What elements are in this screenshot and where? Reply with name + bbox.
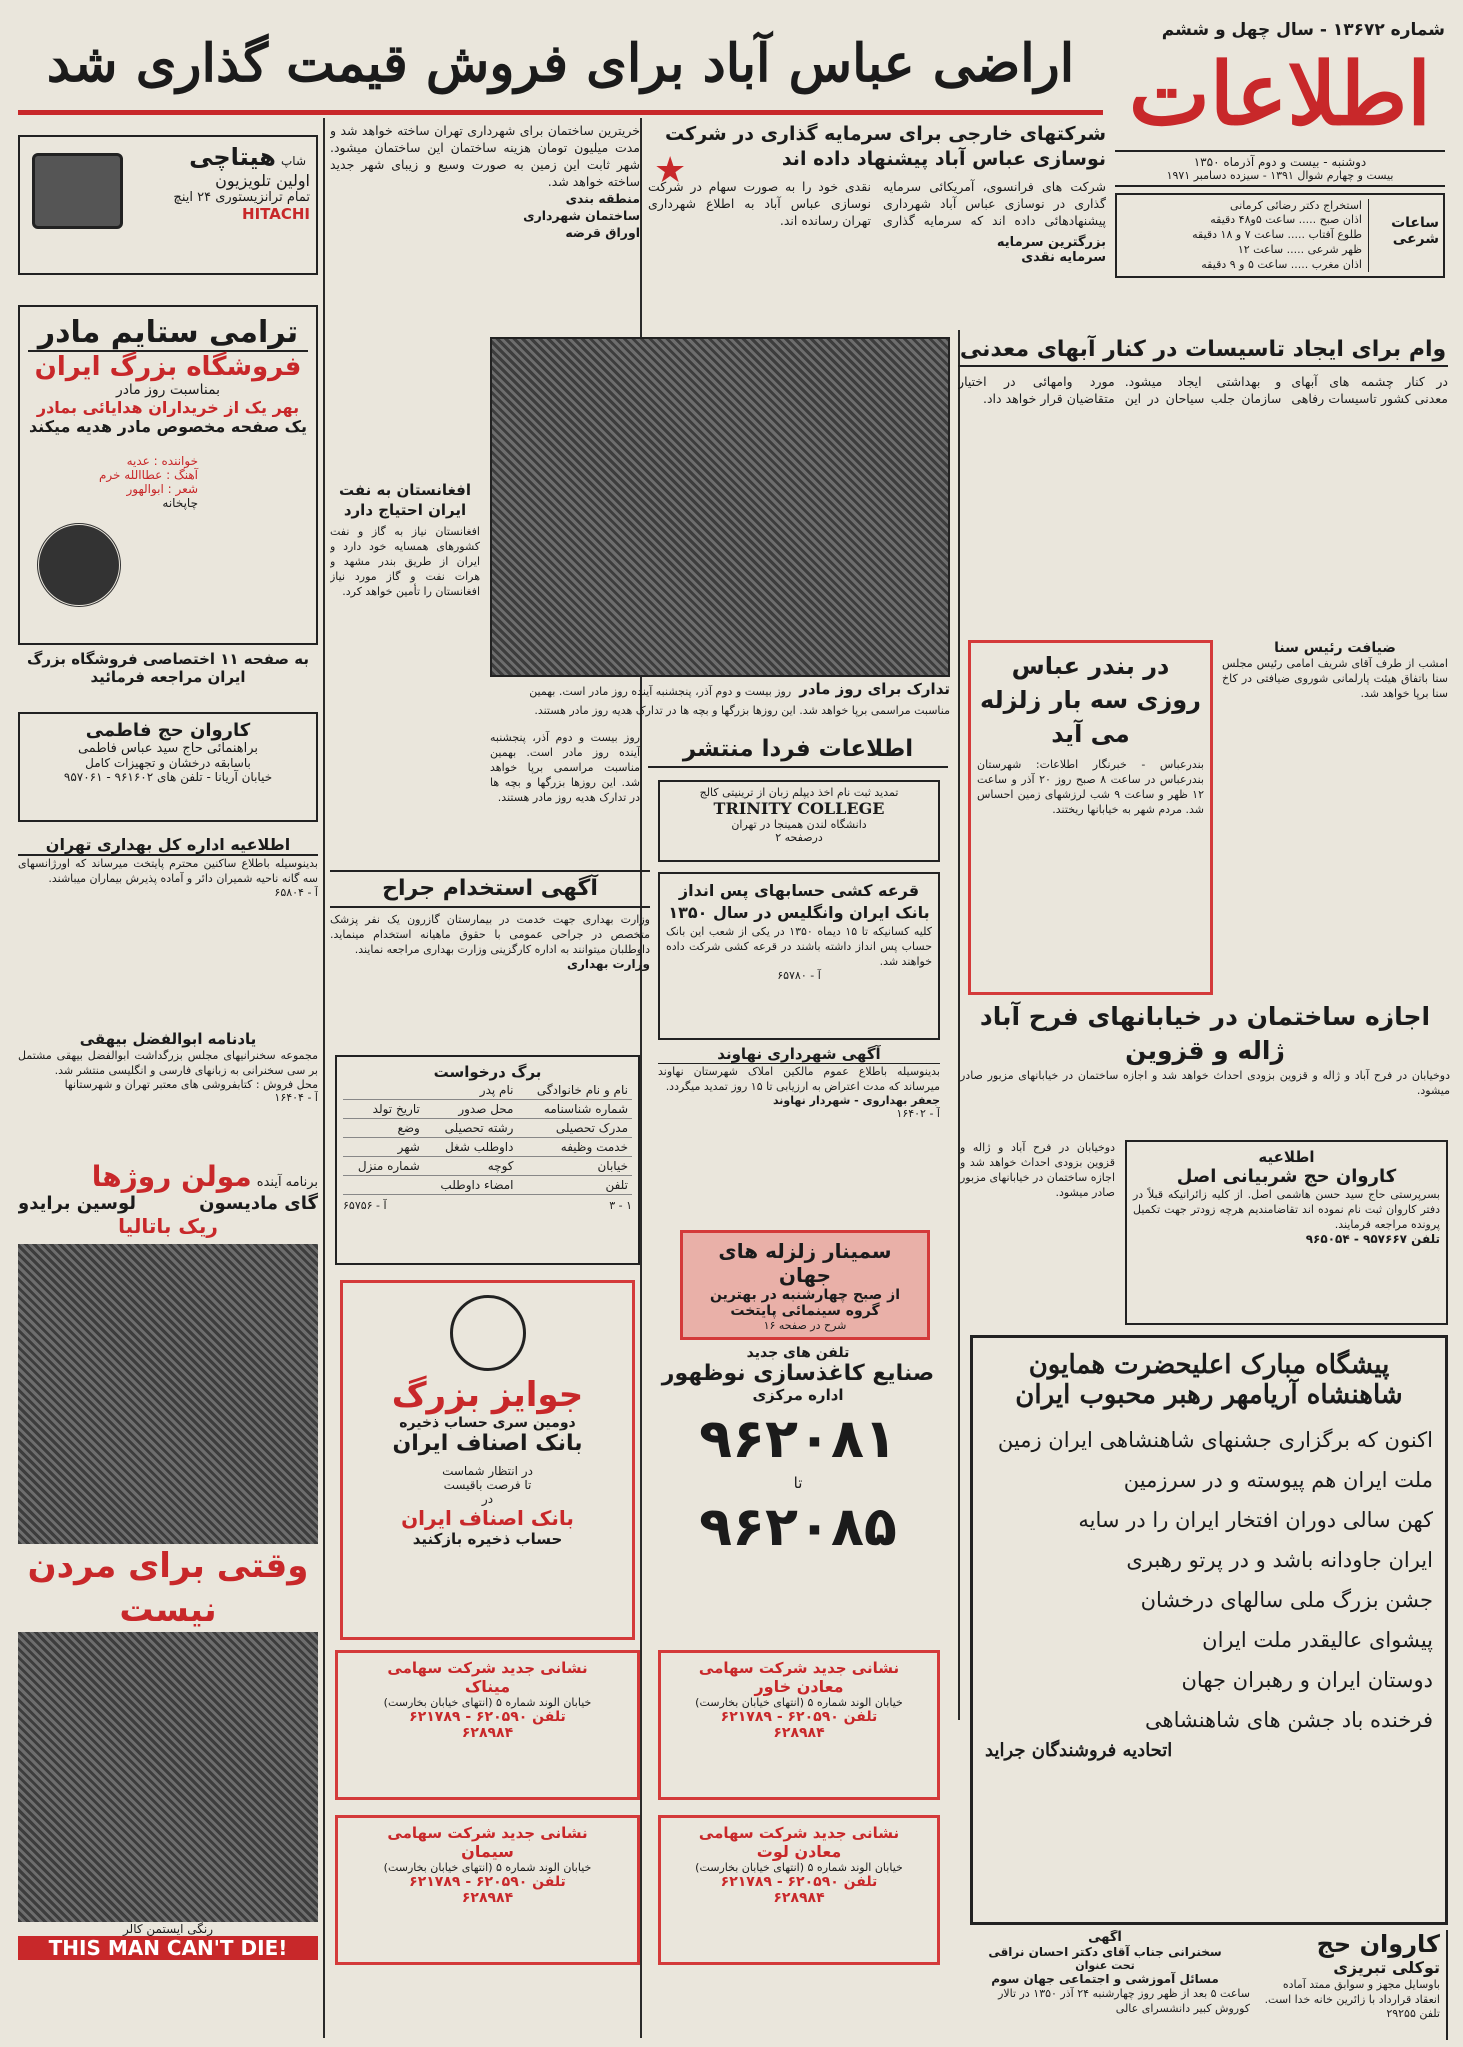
article-title: اجازه ساختمان در خیابانهای فرح آباد ژاله و قزوین (979, 1002, 1431, 1065)
article-body: شرکت های فرانسوی، آمریکائی سرمایه گذاری در نوسازی عباس آباد شهرداری پیشنهادهائی داده اند که سرمایه گذاری نقدی خود را به صورت سهام در شرکت نوسازی عباس آباد به اطلاع شهرداری تهران رسانده اند. (648, 179, 1106, 228)
ad-line: بهر یک از خریداران هدایائی بمادر (36, 398, 300, 417)
record-icon (36, 522, 122, 608)
mother-day-footer: به صفحه ۱۱ اختصاصی فروشگاه بزرگ ایران مراجعه فرمائید (27, 650, 309, 686)
ad-title: هیتاچی (189, 143, 276, 171)
movie-title: وقتی برای مردن نیست (27, 1546, 309, 1630)
bank-name: بانک اصناف ایران (401, 1506, 574, 1530)
phone: تلفن ۶۲۰۵۹۰ - ۶۲۱۷۸۹ (720, 1709, 878, 1725)
prayer-times (1115, 193, 1445, 278)
cinema-name: مولن روژها (91, 1160, 252, 1193)
form-field: تاریخ تولد (343, 1100, 424, 1119)
ad-line: تمام ترانزیستوری ۲۴ اینچ (173, 190, 310, 205)
bank-ad (340, 1280, 635, 1640)
date-line: دوشنبه - بیست و دوم آذرماه ۱۳۵۰ (1115, 150, 1445, 169)
prayer-title: ساعات شرعی (1368, 199, 1439, 272)
notice-line: مسائل آموزشی و اجتماعی جهان سوم (991, 1972, 1219, 1986)
message-line: کهن سالی دوران افتخار ایران را در سایه (1078, 1508, 1433, 1532)
column-rule (323, 118, 325, 2038)
ad-line: حساب ذخیره بازکنید (412, 1530, 563, 1548)
bank-name: بانک اصناف ایران (392, 1431, 583, 1456)
article-title: در بندر عباس روزی سه بار زلزله می آید (980, 652, 1201, 748)
foreign-companies-article (648, 122, 1106, 332)
masthead (1115, 20, 1445, 340)
phone: ۶۲۸۹۸۴ (461, 1890, 514, 1906)
ad-title: نشانی جدید شرکت سهامی (387, 1824, 588, 1842)
address: خیابان الوند شماره ۵ (انتهای خیابان بخارست) (695, 1861, 903, 1874)
form-field: خدمت وظیفه (517, 1138, 632, 1157)
article-title: افغانستان به نفت ایران احتیاج دارد (339, 481, 471, 519)
credit: آهنگ : عطاالله خرم (98, 468, 198, 482)
notice-code: آ - ۱۶۴۰۴ (274, 1091, 318, 1104)
article-title: شرکتهای خارجی برای سرمایه گذاری در شرکت نوسازی عباس آباد پیشنهاد داده اند (665, 123, 1106, 170)
ad-code: آ - ۶۵۷۸۰ (777, 969, 821, 982)
notice-body: ساعت ۵ بعد از ظهر روز چهارشنبه ۲۴ آذر ۱۳۵۰ در تالار کوروش کبیر دانشسرای عالی (998, 1987, 1250, 2015)
credit: شعر : ابوالهور (126, 482, 198, 496)
mother-day-photo (490, 337, 950, 677)
actor-name: ریک باتالیا (118, 1214, 218, 1238)
address: خیابان الوند شماره ۵ (انتهای خیابان بخارست) (383, 1696, 592, 1709)
photo-caption (490, 680, 950, 730)
ad-line: براهنمائی حاج سید عباس فاطمی (77, 741, 259, 756)
message-line: دوستان ایران و رهبران جهان (1181, 1668, 1433, 1692)
form-field: رشته تحصیلی (424, 1119, 518, 1138)
article-subhead: منطقه بندی (565, 191, 640, 206)
info-headline: اطلاعات فردا منتشر (648, 730, 948, 768)
ad-code: آ - ۱۶۴۰۲ (896, 1107, 940, 1120)
address-ad (335, 1815, 640, 1965)
hajj-fatemi-ad (18, 712, 318, 822)
article-body: دوخیابان در فرح آباد و ژاله و قزوین بزودی احداث خواهد شد و اجازه ساختمان در خیابانهای مزبور صادر میشود. (960, 1069, 1450, 1097)
phone: ۶۲۸۹۸۴ (773, 1725, 825, 1741)
message-line: ایران جاودانه باشد و در پرتو رهبری (1126, 1548, 1433, 1572)
notice-body: مجموعه سخنرانیهای مجلس بزرگداشت ابوالفضل بیهقی مشتمل بر سی سخنرانی به زبانهای فارسی و انگلیسی منتشر شد. (18, 1049, 318, 1077)
nahavand-ad (658, 1045, 940, 1225)
article-body: دوخیابان در فرح آباد و ژاله و قزوین بزودی احداث خواهد شد و اجازه ساختمان در خیابانهای مزبور صادر میشود. (960, 1141, 1115, 1199)
message-line: پیشوای عالیقدر ملت ایران (1202, 1628, 1433, 1652)
company-name: میناک (464, 1677, 511, 1696)
address: خیابان الوند شماره ۵ (انتهای خیابان بخارست) (695, 1696, 903, 1709)
ad-latin: HITACHI (242, 205, 310, 223)
form-field: مدرک تحصیلی (517, 1119, 632, 1138)
ad-body: بدینوسیله باطلاع عموم مالکین املاک شهرستان نهاوند میرساند که مدت اعتراض به ارزیابی تا ۱۵ روز تمدید میگردد. (658, 1065, 940, 1093)
masthead-logo: اطلاعات (1128, 44, 1432, 145)
company-name: صنایع کاغذسازی نوظهور (661, 1361, 935, 1386)
form-sign: امضاء داوطلب (424, 1176, 518, 1195)
form-field: خیابان (517, 1157, 632, 1176)
ad-line: تمدید ثبت نام اخذ دیپلم زبان از ترینیتی کالج (699, 786, 899, 799)
form-field: داوطلب شغل (424, 1138, 518, 1157)
hajj-notice (1125, 1140, 1448, 1325)
phone: تلفن ۶۲۰۵۹۰ - ۶۲۱۷۸۹ (409, 1709, 566, 1725)
ad-line: اداره مرکزی (752, 1386, 844, 1404)
form-table (343, 1081, 632, 1195)
company-name: معادن خاور (754, 1677, 844, 1696)
article-subhead: بزرگترین سرمایه (996, 235, 1106, 250)
hospital-notice (18, 835, 318, 1020)
ad-line: گروه سینمائی پایتخت (730, 1303, 880, 1319)
prayer-row: اذان مغرب ..... ساعت ۵ و ۹ دقیقه (1201, 258, 1362, 271)
lecture-notice (960, 1930, 1250, 2040)
ad-title: آگهی شهرداری نهاوند (658, 1045, 940, 1064)
movie-poster-top (18, 1244, 318, 1544)
phone-number: ۹۶۲۰۸۵ (699, 1495, 897, 1558)
ad-title: نشانی جدید شرکت سهامی (698, 1824, 900, 1842)
address-ad (658, 1815, 940, 1965)
prayer-source: استخراج دکتر رضائی کرمانی (1230, 199, 1362, 212)
ad-title: نشانی جدید شرکت سهامی (698, 1659, 900, 1677)
article-body: بندرعباس - خبرنگار اطلاعات: شهرستان بندرعباس در ساعت ۸ صبح روز ۲۰ آذر و ساعت ۱۲ ظهر و ساعت ۹ شب لرزشهای زمین احساس شد. مردم شهر به خیابانها ریختند. (977, 758, 1204, 816)
movie-ad (18, 1160, 318, 2040)
loan-article (958, 335, 1448, 635)
prayer-row: ظهر شرعی ..... ساعت ۱۲ (1237, 243, 1362, 256)
form-field: محل صدور (424, 1100, 518, 1119)
ad-line: باسابقه درخشان و تجهیزات کامل (85, 756, 251, 770)
movie-intro: برنامه آینده (256, 1175, 318, 1190)
ad-line: دومین سری حساب ذخیره (399, 1415, 576, 1431)
ad-subtitle: توکلی تبریزی (1333, 1958, 1440, 1977)
paper-company-ad (648, 1345, 948, 1645)
ad-line: شرح در صفحه ۱۶ (763, 1319, 847, 1332)
credit: چاپخانه (162, 496, 198, 510)
form-field: نام پدر (424, 1081, 518, 1100)
notice-line: تحت عنوان (1075, 1959, 1135, 1972)
address-ad (658, 1650, 940, 1800)
notice-title: اطلاعیه اداره کل بهداری تهران (18, 835, 318, 856)
notice-title: آگهی (1088, 1930, 1122, 1945)
building-permit-column (960, 1140, 1115, 1320)
bandar-abbas-article (968, 640, 1213, 995)
article-body: در کنار چشمه های آبهای معدنی کشور تاسیسات رفاهی و بهداشتی ایجاد میشود. سازمان جلب سیاحان در این مورد وامهائی در اختیار متقاضیان قرار خواهد داد. (958, 374, 1448, 406)
ad-line: در انتظار شماست (442, 1464, 533, 1478)
address: خیابان الوند شماره ۵ (انتهای خیابان بخارست) (383, 1861, 592, 1874)
actor-name: لوسین برایدو (18, 1193, 137, 1214)
main-headline: اراضی عباس آباد برای فروش قیمت گذاری شد (46, 33, 1075, 94)
notice-subtitle: کاروان حج شربیانی اصل (1176, 1166, 1397, 1187)
form-code: آ - ۶۵۷۵۶ (343, 1199, 387, 1212)
surgeon-ad (330, 870, 650, 1050)
ad-body: وزارت بهداری جهت خدمت در بیمارستان گازرون یک نفر پزشک متخصص در جراحی عمومی با حقوق ماهیانه استخدام مینماید. داوطلبان میتوانند به اداره کارگزینی وزارت بهداری مراجعه نمایند. (330, 913, 650, 956)
article-continuation (330, 122, 640, 332)
store-name: فروشگاه بزرگ ایران (34, 352, 302, 382)
mother-day-ad (18, 305, 318, 645)
article-subhead: اوراق قرضه (565, 225, 640, 240)
notice-body: بسرپرستی حاج سید حسن هاشمی اصل. از کلیه زائرانیکه قبلاً در دفتر کاروان ثبت نام نموده اند تقاضامندیم هرچه زودتر جهت تکمیل پرونده مراجعه فرمایند. (1133, 1188, 1440, 1231)
movie-poster-bottom (18, 1632, 318, 1922)
tv-ad (18, 135, 318, 275)
form-field: نام و نام خانوادگی (517, 1081, 632, 1100)
form-field: شماره شناسنامه (517, 1100, 632, 1119)
column-text: خریترین ساختمان برای شهرداری تهران ساخته خواهد شد و مدت میلیون تومان هزینه ساختمان این ساختمان میشود. شهر ثابت این زمین به صورت وسیع و زیبای شهر جدید ساخته خواهد شد. (330, 123, 640, 189)
ad-line: درصفحه ۲ (775, 831, 823, 844)
message-line: فرخنده باد جشن های شاهنشاهی (1145, 1708, 1433, 1732)
ad-line: از صبح چهارشنبه در بهترین (709, 1287, 901, 1303)
message-subtitle: شاهنشاه آریامهر رهبر محبوب ایران (1015, 1380, 1403, 1410)
ad-phone: تلفن ۲۹۲۵۵ (1386, 2007, 1440, 2020)
movie-latin-title: THIS MAN CAN'T DIE! (18, 1936, 318, 1960)
ad-sign: جعفر بهداروی - شهردار نهاوند (772, 1094, 940, 1107)
photo-image (492, 339, 948, 675)
ad-title: قرعه کشی حسابهای پس انداز بانک ایران وانگلیس در سال ۱۳۵۰ (668, 881, 930, 922)
college-name: TRINITY COLLEGE (713, 799, 885, 818)
actor-name: گای مادیسون (199, 1193, 318, 1214)
credit: خواننده : عدیه (126, 454, 198, 468)
ad-line: بمناسبت روز مادر (115, 382, 221, 398)
message-title: پیشگاه مبارک اعلیحضرت همایون (1028, 1350, 1390, 1380)
tv-icon (32, 153, 123, 229)
article-title: ضیافت رئیس سنا (1274, 640, 1396, 656)
ad-title: جوایز بزرگ (391, 1375, 584, 1415)
phone: ۶۲۸۹۸۴ (773, 1890, 825, 1906)
ad-title: کاروان حج فاطمی (85, 720, 251, 741)
notice-code: آ - ۶۵۸۰۴ (274, 886, 318, 899)
article-subhead: سرمایه نقدی (1021, 250, 1106, 265)
ad-line: اولین تلویزیون (215, 171, 310, 190)
application-form (335, 1055, 640, 1265)
form-field: شماره منزل (343, 1157, 424, 1176)
ad-line: یک صفحه مخصوص مادر هدیه میکند (28, 417, 308, 436)
article-body: افغانستان نیاز به گاز و نفت کشورهای همسایه خود دارد و ایران از طریق بندر مشهد و هرات نفت و گاز مورد نیاز افغانستان را تأمین خواهد کرد. (330, 525, 480, 598)
message-line: ملت ایران هم پیوسته و در سرزمین (1123, 1468, 1433, 1492)
hajj-tabrizi-ad (1258, 1930, 1448, 2040)
message-line: اکنون که برگزاری جشنهای شاهنشاهی ایران زمین (997, 1428, 1433, 1452)
phone-number: ۹۶۲۰۸۱ (699, 1407, 897, 1470)
form-field: وضع (343, 1119, 424, 1138)
lottery-ad (658, 872, 940, 1040)
ad-brand: شاپ (280, 154, 306, 168)
message-sign: اتحادیه فروشندگان جراید (985, 1740, 1173, 1761)
date-line-2: بیست و چهارم شوال ۱۳۹۱ - سیزده دسامبر ۱۹۷۱ (1115, 169, 1445, 187)
beyhaghi-notice (18, 1030, 318, 1160)
phone: تلفن ۶۲۰۵۹۰ - ۶۲۱۷۸۹ (409, 1874, 566, 1890)
form-field: شهر (343, 1138, 424, 1157)
form-field: کوچه (424, 1157, 518, 1176)
ad-title: ترامی ستایم مادر (28, 315, 308, 352)
company-name: سیمان (461, 1842, 514, 1861)
form-page: ۱ - ۳ (609, 1199, 632, 1212)
movie-tech: رنگی ایستمن کالر (122, 1922, 214, 1936)
ad-line: دانشگاه لندن همینجا در تهران (731, 818, 867, 831)
seminar-ad (680, 1230, 930, 1340)
caption-text: روز بیست و دوم آذر، پنجشنبه آینده روز مادر است. بهمین مناسبت مراسمی برپا خواهد شد. این روزها بزرگها و بچه ها در تدارک هدیه روز مادر هستند. (529, 685, 950, 717)
ad-title: سمینار زلزله های جهان (718, 1239, 892, 1287)
article-title: وام برای ایجاد تاسیسات در کنار آبهای معدنی (958, 335, 1448, 367)
royal-message (970, 1335, 1448, 1925)
ad-line: تا فرصت باقیست (443, 1478, 532, 1492)
address-ad (335, 1650, 640, 1800)
senate-article (1222, 640, 1448, 980)
ad-title: نشانی جدید شرکت سهامی (387, 1659, 588, 1677)
article-body: امشب از طرف آقای شریف امامی رئیس مجلس سنا باتفاق هیئت پارلمانی شوروی ضیافتی در کاخ سنا برپا خواهد شد. (1222, 657, 1448, 700)
article-subhead: ساختمان شهرداری (523, 208, 640, 223)
prayer-row: اذان صبح ..... ساعت ۵و۴۸ دقیقه (1210, 213, 1362, 226)
notice-line: سخنرانی جناب آقای دکتر احسان نراقی (988, 1945, 1222, 1959)
afghanistan-article (330, 480, 480, 860)
caption-title: تدارک برای روز مادر (799, 680, 950, 698)
prayer-row: طلوع آفتاب ..... ساعت ۷ و ۱۸ دقیقه (1192, 228, 1362, 241)
caption-text: روز بیست و دوم آذر، پنجشنبه آینده روز مادر است. بهمین مناسبت مراسمی برپا خواهد شد. این روزها بزرگها و بچه ها در تدارک هدیه روز مادر هستند. (490, 731, 640, 804)
notice-title: یادنامه ابوالفضل بیهقی (79, 1030, 257, 1048)
notice-phone: تلفن ۹۵۷۶۶۷ - ۹۶۵۰۵۴ (1305, 1232, 1440, 1246)
mother-day-column (490, 730, 640, 870)
message-line: جشن بزرگ ملی سالهای درخشان (1140, 1588, 1433, 1612)
star-icon: ★ (654, 150, 687, 191)
notice-title: اطلاعیه (1258, 1148, 1315, 1166)
bank-logo-icon (450, 1295, 526, 1371)
phone: ۶۲۸۹۸۴ (461, 1725, 514, 1741)
phone: تلفن ۶۲۰۵۹۰ - ۶۲۱۷۸۹ (720, 1874, 878, 1890)
building-permit-article (960, 1000, 1450, 1130)
ad-body: باوسایل مجهز و سوابق ممتد آماده انعقاد قرارداد با زائرین خانه خدا است. (1264, 1978, 1440, 2006)
ad-body: کلیه کسانیکه تا ۱۵ دیماه ۱۳۵۰ در یکی از شعب این بانک حساب پس انداز داشته باشند در قرعه کشی شرکت داده خواهند شد. (666, 925, 932, 968)
ad-line: تا (793, 1474, 803, 1492)
ad-line: تلفن های جدید (746, 1345, 850, 1361)
notice-body: بدینوسیله باطلاع ساکنین محترم پایتخت میرساند که اورژانسهای سه گانه ناحیه شمیران دائر و آماده پذیرش بیماران میباشند. (18, 857, 318, 885)
issue-number: شماره ۱۳۶۷۲ - سال چهل و ششم (1161, 20, 1445, 40)
form-field: تلفن (517, 1176, 632, 1195)
ad-line: خیابان آریانا - تلفن های ۹۶۱۶۰۲ - ۹۵۷۰۶۱ (63, 770, 273, 784)
ad-title: کاروان حج (1316, 1930, 1440, 1958)
form-title: برگ درخواست (433, 1063, 542, 1081)
ad-title: آگهی استخدام جراح (330, 870, 650, 908)
headline-red-rule (18, 110, 1103, 115)
notice-sale: محل فروش : کتابفروشی های معتبر تهران و شهرستانها (64, 1078, 318, 1091)
trinity-ad (658, 780, 940, 862)
company-name: معادن لوت (756, 1842, 842, 1861)
ad-sign: وزارت بهداری (566, 957, 650, 971)
ad-line: در (481, 1492, 494, 1506)
